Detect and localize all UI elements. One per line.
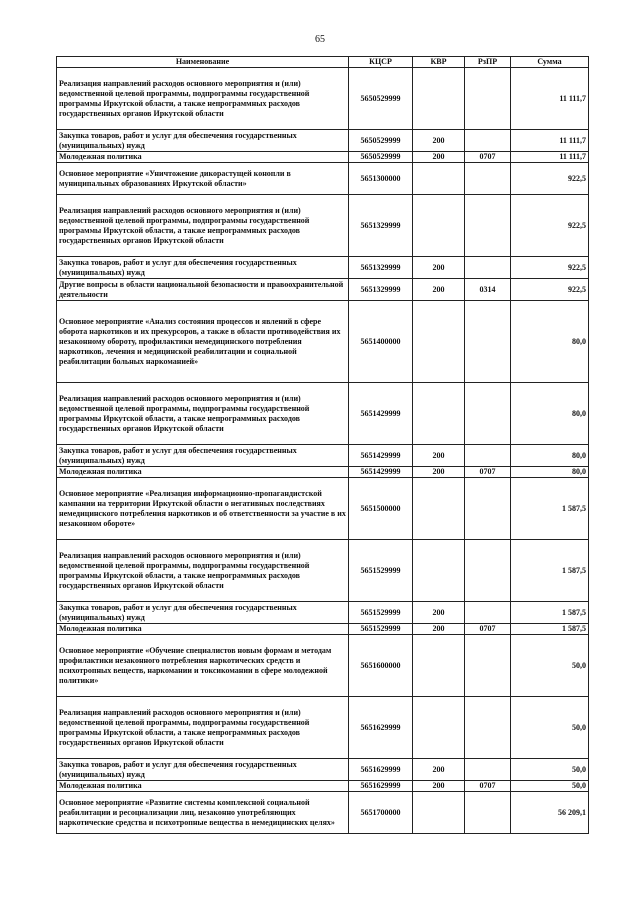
cell-rzpr [465, 478, 511, 540]
cell-kvr [413, 697, 465, 759]
cell-kcsr: 5651629999 [349, 781, 413, 792]
cell-rzpr [465, 540, 511, 602]
cell-kcsr: 5651629999 [349, 759, 413, 781]
cell-name: Молодежная политика [57, 624, 349, 635]
cell-sum: 56 209,1 [511, 792, 589, 834]
header-name: Наименование [57, 57, 349, 68]
cell-rzpr [465, 301, 511, 383]
cell-sum: 50,0 [511, 759, 589, 781]
cell-name: Закупка товаров, работ и услуг для обеспечения государственных (муниципальных) нужд [57, 759, 349, 781]
cell-kcsr: 5651329999 [349, 257, 413, 279]
cell-rzpr [465, 635, 511, 697]
cell-kvr [413, 195, 465, 257]
cell-kvr: 200 [413, 257, 465, 279]
cell-kvr: 200 [413, 152, 465, 163]
cell-kcsr: 5650529999 [349, 130, 413, 152]
cell-kcsr: 5651529999 [349, 624, 413, 635]
cell-kcsr: 5651429999 [349, 445, 413, 467]
cell-rzpr [465, 445, 511, 467]
cell-kvr [413, 68, 465, 130]
cell-name: Другие вопросы в области национальной безопасности и правоохранительной деятельности [57, 279, 349, 301]
cell-sum: 80,0 [511, 301, 589, 383]
table-row [57, 624, 589, 635]
cell-rzpr [465, 130, 511, 152]
cell-rzpr [465, 792, 511, 834]
cell-rzpr [465, 383, 511, 445]
cell-sum: 50,0 [511, 697, 589, 759]
cell-sum: 50,0 [511, 635, 589, 697]
cell-name: Основное мероприятие «Уничтожение дикорастущей конопли в муниципальных образованиях Иркутской области» [57, 163, 349, 195]
cell-kvr: 200 [413, 759, 465, 781]
cell-rzpr [465, 759, 511, 781]
cell-sum: 922,5 [511, 163, 589, 195]
table-row [57, 163, 589, 195]
table-row [57, 759, 589, 781]
cell-kcsr: 5651700000 [349, 792, 413, 834]
cell-kcsr: 5651629999 [349, 697, 413, 759]
cell-sum: 1 587,5 [511, 624, 589, 635]
table-row [57, 383, 589, 445]
cell-rzpr: 0707 [465, 467, 511, 478]
cell-kcsr: 5651300000 [349, 163, 413, 195]
table-body [57, 68, 589, 834]
cell-name: Основное мероприятие «Реализация информационно-пропагандистской кампании на территории Иркутской области о негативных последствиях немедицинского потребления наркотиков и об ответственности за участие в их незаконном обороте» [57, 478, 349, 540]
cell-kcsr: 5651429999 [349, 383, 413, 445]
header-sum: Сумма [511, 57, 589, 68]
cell-name: Молодежная политика [57, 781, 349, 792]
table-row [57, 195, 589, 257]
cell-kcsr: 5651529999 [349, 602, 413, 624]
cell-name: Реализация направлений расходов основного мероприятия и (или) ведомственной целевой программы, подпрограммы государственной программы Иркутской области, а также непрограммных расходов государственных органов Иркутской области [57, 383, 349, 445]
header-kcsr: КЦСР [349, 57, 413, 68]
cell-sum: 1 587,5 [511, 478, 589, 540]
cell-rzpr [465, 257, 511, 279]
cell-kvr [413, 792, 465, 834]
table-row [57, 697, 589, 759]
cell-kcsr: 5651600000 [349, 635, 413, 697]
cell-name: Основное мероприятие «Анализ состояния процессов и явлений в сфере оборота наркотиков и их прекурсоров, а также в области противодействия их незаконному обороту, профилактики немедицинского потребления наркотиков, лечения и медицинской реабилитации и социальной реабилитации больных наркоманией» [57, 301, 349, 383]
cell-name: Закупка товаров, работ и услуг для обеспечения государственных (муниципальных) нужд [57, 445, 349, 467]
table-row [57, 445, 589, 467]
cell-rzpr: 0707 [465, 152, 511, 163]
cell-kvr: 200 [413, 130, 465, 152]
cell-kvr [413, 478, 465, 540]
cell-sum: 50,0 [511, 781, 589, 792]
cell-kcsr: 5651329999 [349, 279, 413, 301]
cell-name: Закупка товаров, работ и услуг для обеспечения государственных (муниципальных) нужд [57, 602, 349, 624]
cell-name: Основное мероприятие «Развитие системы комплексной социальной реабилитации и ресоциализации лиц, незаконно употребляющих наркотические средства и психотропные вещества в немедицинских целях» [57, 792, 349, 834]
cell-rzpr [465, 602, 511, 624]
cell-sum: 1 587,5 [511, 602, 589, 624]
cell-rzpr [465, 163, 511, 195]
cell-kcsr: 5651529999 [349, 540, 413, 602]
cell-rzpr [465, 195, 511, 257]
cell-sum: 922,5 [511, 279, 589, 301]
cell-sum: 11 111,7 [511, 130, 589, 152]
cell-name: Реализация направлений расходов основного мероприятия и (или) ведомственной целевой программы, подпрограммы государственной программы Иркутской области, а также непрограммных расходов государственных органов Иркутской области [57, 697, 349, 759]
table-row [57, 68, 589, 130]
cell-name: Закупка товаров, работ и услуг для обеспечения государственных (муниципальных) нужд [57, 130, 349, 152]
header-kvr: КВР [413, 57, 465, 68]
cell-kvr [413, 301, 465, 383]
cell-kvr: 200 [413, 781, 465, 792]
header-rzpr: РзПР [465, 57, 511, 68]
cell-name: Реализация направлений расходов основного мероприятия и (или) ведомственной целевой программы, подпрограммы государственной программы Иркутской области, а также непрограммных расходов государственных органов Иркутской области [57, 195, 349, 257]
table-row [57, 602, 589, 624]
cell-name: Молодежная политика [57, 467, 349, 478]
cell-rzpr: 0707 [465, 624, 511, 635]
cell-sum: 80,0 [511, 445, 589, 467]
page-number: 65 [315, 34, 325, 45]
table-row [57, 301, 589, 383]
table-header-row [57, 57, 589, 68]
cell-kvr: 200 [413, 624, 465, 635]
table-row [57, 130, 589, 152]
table-row [57, 781, 589, 792]
cell-name: Молодежная политика [57, 152, 349, 163]
cell-kcsr: 5650529999 [349, 152, 413, 163]
cell-kvr [413, 163, 465, 195]
cell-name: Закупка товаров, работ и услуг для обеспечения государственных (муниципальных) нужд [57, 257, 349, 279]
cell-kvr: 200 [413, 602, 465, 624]
cell-sum: 80,0 [511, 467, 589, 478]
table-row [57, 467, 589, 478]
table-row [57, 792, 589, 834]
budget-table [56, 56, 589, 834]
cell-name: Реализация направлений расходов основного мероприятия и (или) ведомственной целевой программы, подпрограммы государственной программы Иркутской области, а также непрограммных расходов государственных органов Иркутской области [57, 540, 349, 602]
cell-kcsr: 5651500000 [349, 478, 413, 540]
cell-kvr [413, 635, 465, 697]
cell-kcsr: 5651329999 [349, 195, 413, 257]
cell-kvr: 200 [413, 445, 465, 467]
cell-sum: 922,5 [511, 195, 589, 257]
cell-name: Реализация направлений расходов основного мероприятия и (или) ведомственной целевой программы, подпрограммы государственной программы Иркутской области, а также непрограммных расходов государственных органов Иркутской области [57, 68, 349, 130]
cell-sum: 1 587,5 [511, 540, 589, 602]
cell-kcsr: 5651429999 [349, 467, 413, 478]
cell-name: Основное мероприятие «Обучение специалистов новым формам и методам профилактики незаконного потребления наркотических средств и психотропных веществ, наркомании и токсикомании в сфере молодежной политики» [57, 635, 349, 697]
cell-rzpr [465, 68, 511, 130]
cell-sum: 11 111,7 [511, 68, 589, 130]
table-row [57, 635, 589, 697]
cell-kvr [413, 540, 465, 602]
cell-rzpr: 0314 [465, 279, 511, 301]
cell-kvr [413, 383, 465, 445]
cell-kcsr: 5650529999 [349, 68, 413, 130]
cell-sum: 922,5 [511, 257, 589, 279]
cell-sum: 11 111,7 [511, 152, 589, 163]
table-row [57, 478, 589, 540]
table-row [57, 257, 589, 279]
cell-kcsr: 5651400000 [349, 301, 413, 383]
cell-rzpr: 0707 [465, 781, 511, 792]
cell-kvr: 200 [413, 467, 465, 478]
cell-kvr: 200 [413, 279, 465, 301]
cell-sum: 80,0 [511, 383, 589, 445]
table-row [57, 279, 589, 301]
table-row [57, 540, 589, 602]
cell-rzpr [465, 697, 511, 759]
table-row [57, 152, 589, 163]
